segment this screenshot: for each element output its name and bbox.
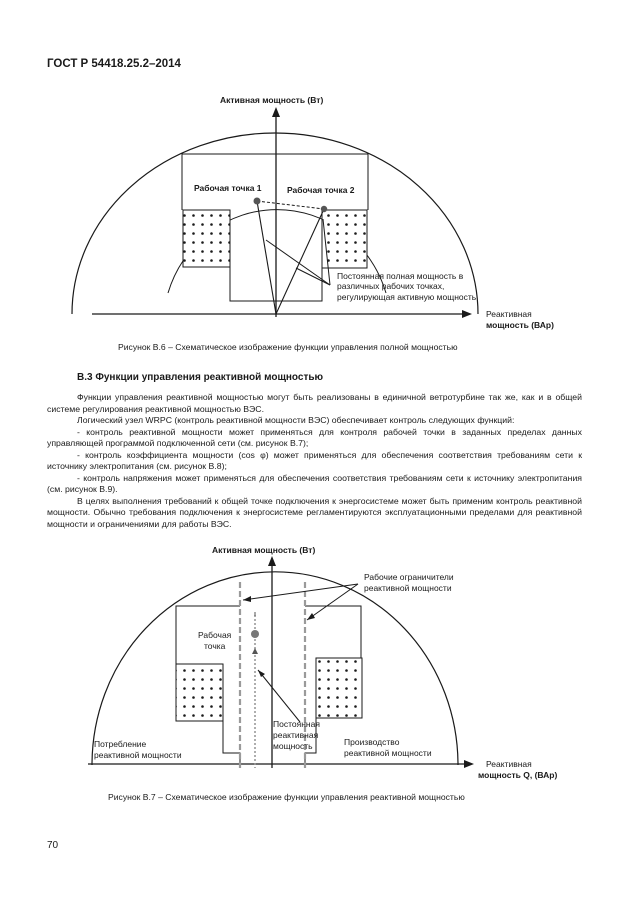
paragraph-6: В целях выполнения требований к общей точке подключения к энергосистеме может быть применим контроль реактивной мощности. Обычно требования подключения к энергосистеме регламентируются эксплуатационными пределами для реактивной мощности и ограничениями для работы ВЭС. (47, 495, 582, 529)
annotation-line-1: Постоянная полная мощность в (337, 271, 464, 281)
x-axis-label-line-2: мощность (ВАр) (486, 320, 554, 330)
figure-b6 (0, 85, 630, 340)
operating-point-1-marker (254, 198, 261, 205)
limit-arrowhead-right (307, 613, 315, 620)
limit-arrow-right (307, 584, 358, 620)
figure-b7-caption: Рисунок В.7 – Схематическое изображение функции управления реактивной мощностью (108, 792, 465, 802)
x-axis-label-line-1: Реактивная (486, 309, 532, 319)
annotation-line-2: различных рабочих точках, (337, 281, 445, 291)
operating-point-marker (251, 630, 259, 638)
y-axis-label: Активная мощность (Вт) (220, 95, 324, 105)
figure-b7-diagram (0, 540, 630, 790)
operating-point-2-marker (321, 206, 327, 212)
const-label-line-1: Постоянная (273, 719, 320, 729)
point-1-label: Рабочая точка 1 (194, 183, 262, 193)
up-arrow-mark (252, 648, 258, 654)
vector-point-1 (257, 201, 276, 314)
point-label-line-1: Рабочая (198, 630, 232, 640)
constant-label-arrowhead (258, 670, 265, 677)
limit-arrowhead-left (243, 596, 251, 602)
figure-b6-caption: Рисунок В.6 – Схематическое изображение функции управления полной мощностью (118, 342, 458, 352)
const-label-line-3: мощность (273, 741, 313, 751)
paragraph-2: Логический узел WRPC (контроль реактивной мощности ВЭС) обеспечивает контроль следующих функций: (77, 415, 515, 425)
annotation-line-3: регулирующая активную мощность (337, 292, 477, 302)
left-dotted-block (183, 210, 230, 267)
paragraph-1: Функции управления реактивной мощностью могут быть реализованы в единичной ветротурбине так же, как и в общей системе регулирования реактивной мощностью ВЭС. (47, 392, 582, 414)
limits-label-line-1: Рабочие ограничители (364, 572, 454, 582)
figure-b7 (0, 540, 630, 790)
figure-b6-diagram (0, 85, 630, 340)
page-number: 70 (47, 840, 59, 851)
upper-envelope (182, 154, 368, 210)
limits-label-line-2: реактивной мощности (364, 583, 452, 593)
y-axis-arrow (272, 107, 280, 117)
x-axis-label-line-1: Реактивная (486, 759, 532, 769)
annotation-arrow-2 (296, 268, 330, 285)
region-bottom-left (223, 721, 240, 767)
consumption-line-1: Потребление (94, 739, 147, 749)
y-axis-label: Активная мощность (Вт) (212, 545, 316, 555)
x-axis-label-line-2: мощность Q, (ВАр) (478, 770, 558, 780)
limit-arrow-left (243, 584, 358, 600)
x-axis-arrow (462, 310, 472, 318)
point-2-label: Рабочая точка 2 (287, 185, 355, 195)
production-line-1: Производство (344, 737, 400, 747)
const-label-line-2: реактивная (273, 730, 319, 740)
point-label-line-2: точка (204, 641, 226, 651)
paragraph-4: - контроль коэффициента мощности (cos φ) может применяться для обеспечения соответствия требованиям сети к источнику электропитания (см. рисунок В.8); (47, 449, 582, 471)
upper-envelope-right (305, 606, 361, 658)
constant-label-arrow (258, 670, 300, 722)
right-dotted-block (316, 658, 362, 718)
production-line-2: реактивной мощности (344, 748, 432, 758)
left-dotted-block (176, 664, 223, 721)
paragraph-3: - контроль реактивной мощности может применяться для контроля рабочей точки в заданных пределах данных управляющей программой подключенной сети (см. рисунок В.7); (47, 426, 582, 448)
dashed-link (257, 201, 324, 209)
consumption-line-2: реактивной мощности (94, 750, 182, 760)
right-dotted-block (322, 210, 367, 268)
y-axis-arrow (268, 556, 276, 566)
vector-point-2 (276, 209, 324, 314)
document-header: ГОСТ Р 54418.25.2–2014 (47, 58, 181, 70)
section-title: В.3 Функции управления реактивной мощностью (77, 372, 324, 383)
paragraph-5: - контроль напряжения может применяться для обеспечения соответствия требованиям сети к источнику электропитания (см. рисунок В.9). (47, 472, 582, 494)
body-text (47, 392, 582, 530)
x-axis-arrow (464, 760, 474, 768)
